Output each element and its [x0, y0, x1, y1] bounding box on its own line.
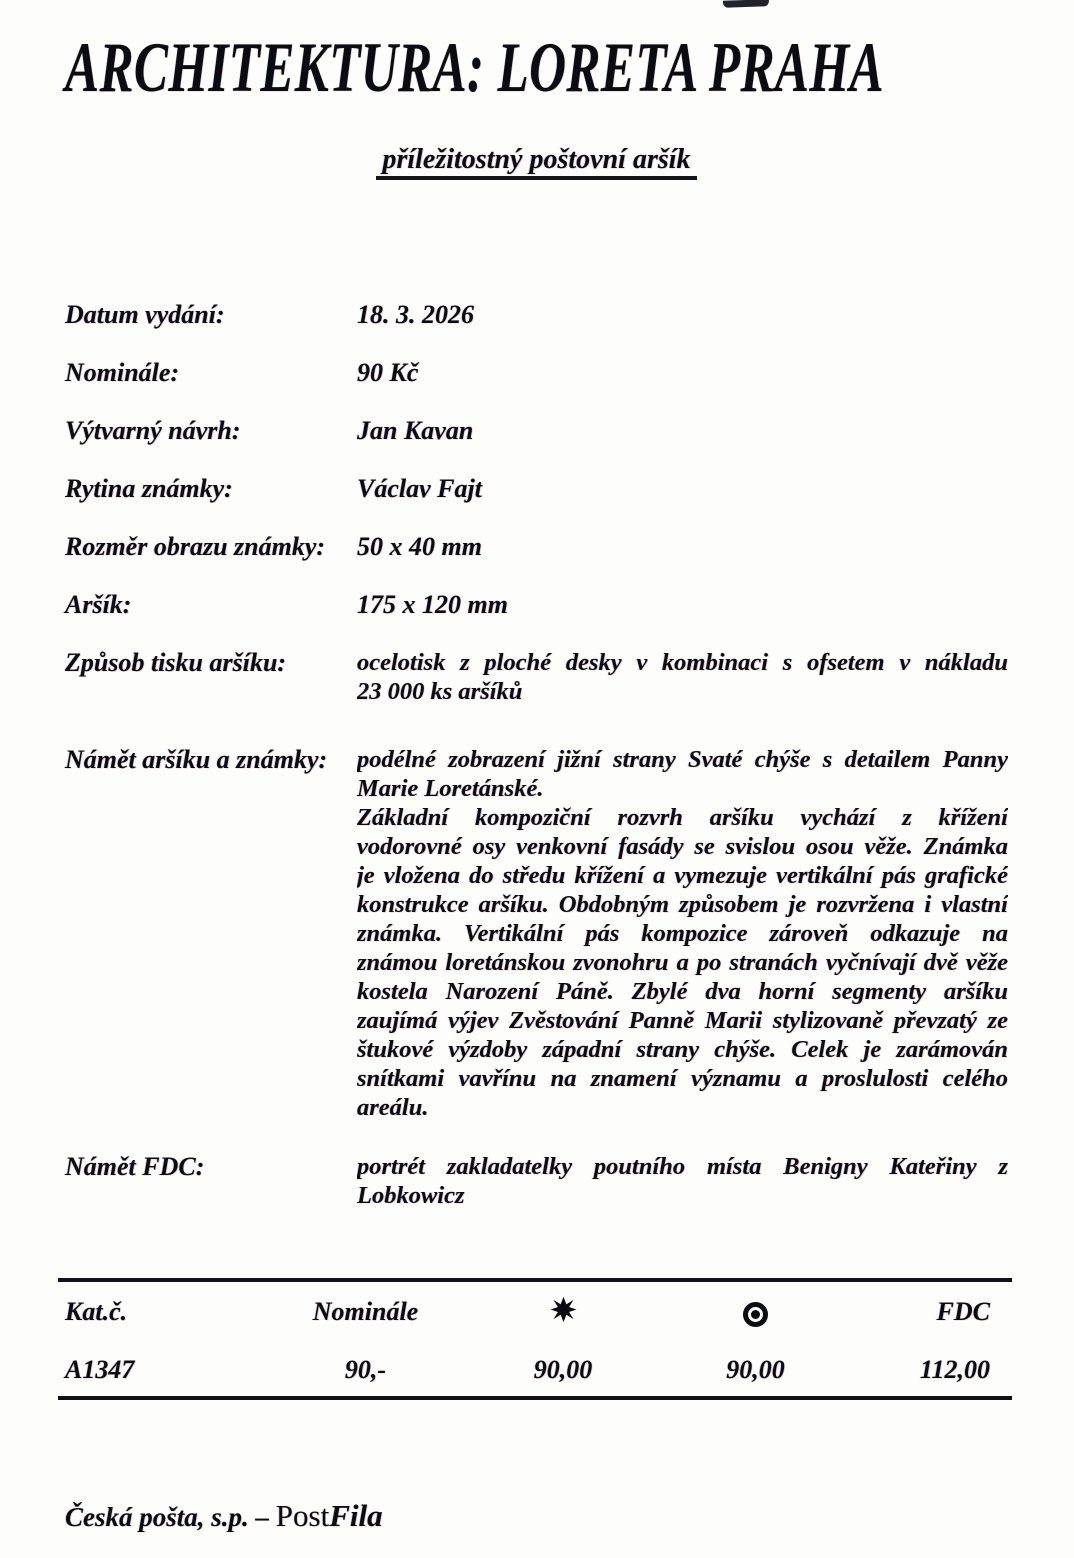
col-header-mint [473, 1295, 653, 1329]
scan-artifact [723, 0, 769, 8]
col-header-fdc: FDC [936, 1297, 990, 1327]
spec-value: portrét zakladatelky poutního místa Benigny Kateřiny z Lobkowicz [357, 1153, 1008, 1209]
spec-row-engraver [65, 474, 1008, 503]
publisher-company: Česká pošta, s.p. [65, 1501, 249, 1532]
spec-value: 18. 3. 2026 [357, 300, 474, 329]
price-table-header-row [58, 1295, 1012, 1329]
mint-star-icon [550, 1296, 577, 1329]
spec-label: Výtvarný návrh: [65, 416, 241, 445]
spec-label: Námět FDC: [65, 1152, 205, 1181]
dash: – [255, 1501, 270, 1532]
spec-list [65, 300, 1008, 1210]
spec-label: Aršík: [65, 590, 132, 619]
publisher-separator [249, 1502, 256, 1532]
spec-label: Způsob tisku aršíku: [65, 648, 287, 677]
spec-row-issue-date [65, 300, 1008, 329]
brand-fila: Fila [329, 1497, 383, 1533]
cell-used-price: 90,00 [726, 1354, 785, 1384]
title-row [65, 27, 1008, 109]
price-table-value-row [58, 1355, 1012, 1384]
publisher-line [65, 1499, 1008, 1534]
spec-value: Václav Fajt [357, 474, 482, 503]
used-circle-icon [743, 1302, 768, 1327]
spec-row-sheet-size [65, 590, 1008, 619]
spec-value: ocelotisk z ploché desky v kombinaci s ofsetem v nákladu 23 000 ks aršíků [357, 649, 1008, 705]
price-table [58, 1278, 1012, 1400]
cell-fdc-price: 112,00 [919, 1354, 990, 1384]
col-header-catalog-number: Kat.č. [65, 1297, 128, 1327]
cell-nominal: 90,- [344, 1354, 387, 1384]
page-title: ARCHITEKTURA: LORETA PRAHA [65, 29, 884, 107]
spec-value: 50 x 40 mm [357, 532, 482, 561]
spec-row-sheet-theme [65, 745, 1008, 1122]
subtitle-row [65, 145, 1008, 185]
spec-value: Jan Kavan [357, 416, 474, 445]
spec-label: Rozměr obrazu známky: [65, 532, 326, 561]
spec-label: Rytina známky: [65, 474, 233, 503]
spec-value: 90 Kč [357, 358, 419, 387]
brand-post: Post [275, 1497, 330, 1533]
spec-row-print-method [65, 648, 1008, 706]
spec-label: Námět aršíku a známky: [65, 745, 328, 774]
cell-mint-price: 90,00 [533, 1354, 593, 1384]
spec-label: Datum vydání: [65, 300, 225, 329]
cell-catalog-number: A1347 [65, 1354, 135, 1384]
spec-row-stamp-size [65, 532, 1008, 561]
spec-value: 175 x 120 mm [357, 590, 508, 619]
spec-row-designer [65, 416, 1008, 445]
spec-row-nominal [65, 358, 1008, 387]
page-subtitle: příležitostný poštovní aršík [376, 145, 696, 180]
col-header-nominal: Nominále [312, 1297, 419, 1327]
spec-value: podélné zobrazení jižní strany Svaté chýše s detailem Panny Marie Loretánské. Základní kompoziční rozvrh aršíku vychází z křížení vodorovné osy venkovní fasády se svislou osou věže. Známka je vložena do středu křížení a vymezuje vertikální pás grafické konstrukce aršíku. Obdobným způsobem je rozvržena i vlastní známka. Vertikální pás kompozice zároveň odkazuje na známou loretánskou zvonohru a po stranách vyčnívají dvě věže kostela Narození Páně. Zbylé dva horní segmenty aršíku zaujímá výjev Zvěstování Panně Marii stylizovaně převzatý ze štukové výzdoby západní strany chýše. Celek je zarámován snítkami vavřínu na znamení významu a proslulosti celého areálu. [357, 746, 1008, 1121]
spec-row-fdc-theme [65, 1152, 1008, 1210]
spec-label: Nominále: [65, 358, 180, 387]
col-header-used [653, 1297, 858, 1327]
